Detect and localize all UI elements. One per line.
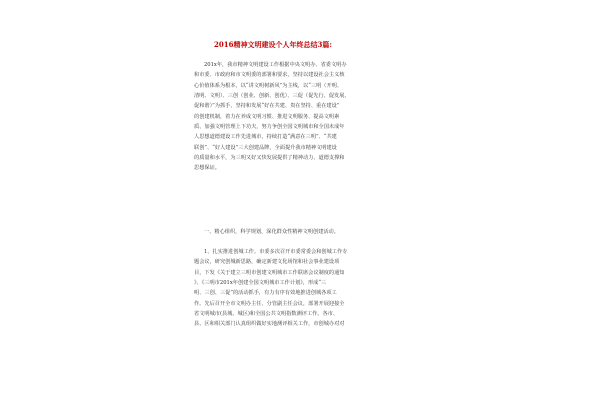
text-line: 质、加强文明管理上下功夫，努力争创全国文明城市和全国未成年 (194, 124, 345, 131)
text-line: 的质量和水平，为三明又好又快发展提供了精神动力、道德支撑和 (194, 155, 345, 162)
text-line: 和市委、市政府和市文明委的部署和要求，坚持以建设社会主义核 (194, 72, 345, 79)
paragraph-item-1 (194, 247, 406, 330)
section-heading-1 (194, 227, 406, 237)
text-line: 的创建机制，着力在养成文明习惯、推进文明服务、提高文明素 (194, 113, 340, 120)
text-line: 201x年，我市精神文明建设工作根据中央文明办、省委文明办 (204, 62, 347, 68)
text-line: 题会议，研究创城新思路，确定新建文化场馆和社会事业建设项 (194, 259, 340, 266)
text-line: 作。先后召开全市文明办主任、分管副主任会议，部署开展迎接全 (194, 300, 345, 307)
paragraph-intro (194, 60, 406, 174)
text-line: 清明、文明）、三创（创业、创新、创优）、三促（促先行、促发展、 (194, 93, 350, 100)
text-line: 省文明城市(县城、城区)和全国公共文明指数测评工作。各市、 (194, 311, 339, 318)
text-line: 思想保证。 (194, 165, 220, 172)
text-line: 》、《三明市201x年创建全国文明城市工作计划》，形成“三 (194, 280, 327, 287)
text-line: 1、扎实推进创城工作。市委多次召开市委常委会和创城工作专 (204, 249, 348, 255)
text-line: 联创”、“好人建设”三大创建品牌，全面提升我市精神文明建设 (194, 144, 337, 151)
text-line: 促和谐）”为抓手，坚持和发展“好在共建、贵在坚持、重在建设” (194, 103, 340, 110)
document-title: 2016精神文明建设个人年终总结3篇: (214, 40, 332, 49)
text-line: 明、三创、三促”的活动抓手，有力有序有效地推进创城各项工 (194, 290, 337, 297)
text-line: 心价值体系为根本，以“讲文明树新风”为主线，以“三明（开明、 (194, 82, 343, 89)
text-line: 目，下发《关于建立三明市创建文明城市工作联席会议制度的通知 (194, 269, 345, 276)
text-line: 人思想道德建设工作先进城市，持续打造“满意在三明”、“共建 (194, 134, 337, 141)
text-line: 一、精心组织，科学规划，深化群众性精神文明创建活动。 (204, 229, 339, 235)
text-line: 县、区和相关部门认真组织做好实地测评相关工作，市创城办对对 (194, 321, 345, 328)
